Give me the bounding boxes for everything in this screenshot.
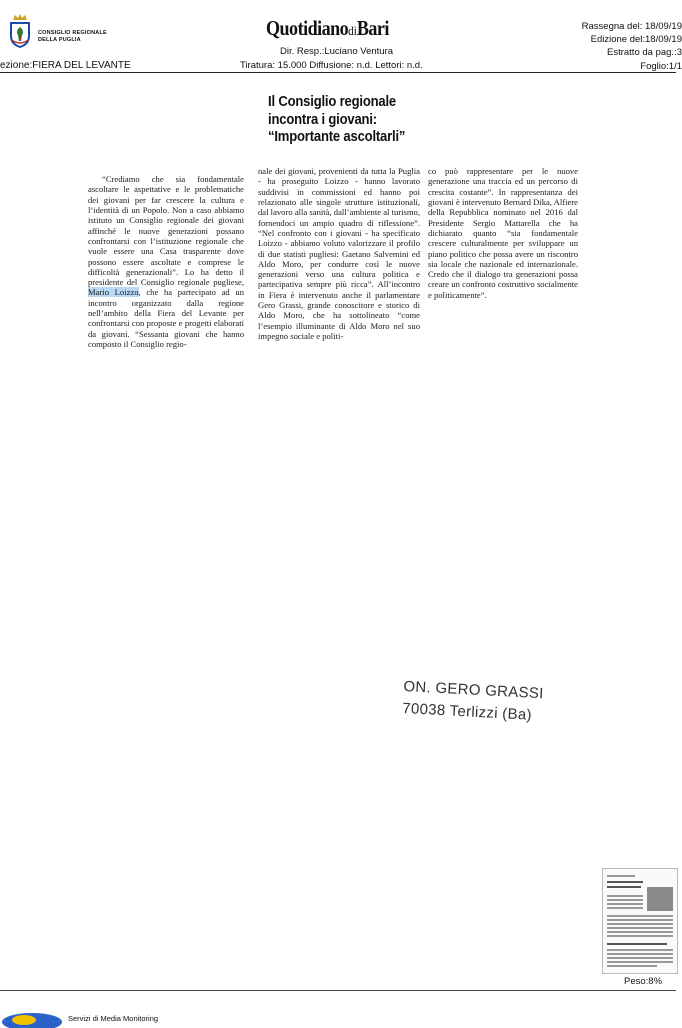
article-column-2: nale dei giovani, provenienti da tutta la Puglia - ha proseguito Loizzo - hanno lavorato suddivisi in commissioni ed hanno poi relazionato alle singole strutture istituzionali, dal lavoro alla sanità, dall’ambiente al turismo, fornendoci un ampio quadro di riflessione”. “Nel confronto con i giovani - ha specificato Loizzo - abbiamo voluto valorizzare il profilo di due statisti pugliesi: Gaetano Salvemini ed Aldo Moro, per condurre così le nuove generazioni verso una cultura politica e partecipativa sempre più ricca”. All’incontro in Fiera è intervenuto anche il parlamentare Gero Grassi, grande conoscitore e storico di Aldo Moro, che ha sottolineato “come l’esempio illuminante di Aldo Moro nel suo impegno sociale e politi-	[258, 166, 420, 341]
highlighted-name: Mario Loizzo	[88, 287, 139, 298]
thumbnail-line	[607, 931, 673, 933]
media-monitoring-logo-icon	[4, 1008, 60, 1028]
thumbnail-line	[607, 903, 643, 905]
editor-in-chief: Dir. Resp.:Luciano Ventura	[280, 46, 394, 57]
thumbnail-line	[607, 961, 673, 963]
article-headline: Il Consiglio regionale incontra i giovani: “Importante ascoltarli”	[268, 94, 406, 145]
page-thumbnail	[602, 868, 678, 974]
rassegna-date: Rassegna del: 18/09/19	[581, 21, 682, 32]
sheet-count: Foglio:1/1	[640, 60, 682, 72]
thumbnail-line	[607, 935, 673, 937]
thumbnail-line	[607, 949, 673, 951]
clipping-metadata	[582, 20, 682, 73]
footer-divider	[0, 990, 676, 991]
weight-percentage: Peso:8%	[624, 976, 663, 987]
article-column-3: co può rappresentare per le nuove generazione una traccia ed un percorso di crescita costante”. In rappresentanza dei giovani è intervenuto Bernard Dika, Alfiere della Repubblica nominato nel 2016 dal Presidente Sergio Mattarella che ha dichiarato quanto “sia fondamentale crescere culturalmente per sviluppare un piano politico che possa avere un riscontro sia locale che nazionale ed internazionale. Credo che il dialogo tra generazioni possa creare un confronto costruttivo socialmente e politicamente”.	[428, 166, 578, 300]
footer-service-text: Servizi di Media Monitoring	[68, 1014, 159, 1023]
thumbnail-line	[607, 907, 643, 909]
extract-page: Estratto da pag.:3	[607, 47, 682, 59]
thumbnail-line	[607, 899, 643, 901]
address-stamp: ON. GERO GRASSI 70038 Terlizzi (Ba)	[401, 677, 545, 724]
thumbnail-line	[607, 953, 673, 955]
thumbnail-line	[607, 923, 673, 925]
edition-date: Edizione del:18/09/19	[590, 34, 682, 46]
thumbnail-line	[607, 895, 643, 897]
thumbnail-line	[607, 943, 667, 945]
section-label: ezione:FIERA DEL LEVANTE	[0, 60, 131, 71]
thumbnail-line	[607, 881, 643, 883]
header-divider	[0, 72, 676, 73]
newspaper-masthead: QuotidianodiBari	[266, 16, 389, 40]
circulation-info: Tiratura: 15.000 Diffusione: n.d. Lettori: n.d.	[240, 60, 423, 71]
thumbnail-line	[607, 886, 641, 888]
regional-council-emblem-icon	[8, 14, 32, 48]
thumbnail-line	[607, 875, 635, 877]
thumbnail-line	[607, 919, 673, 921]
thumbnail-line	[607, 927, 673, 929]
thumbnail-line	[607, 957, 673, 959]
article-column-1: “Crediamo che sia fondamentale ascoltare le aspettative e le problematiche dei giovani per far crescere la cultura e l’identità di un Popolo. Non a caso abbiamo istituto un Consiglio regionale dei giovani affinché le nuove generazioni possano confrontarsi con l’istituzione regionale che vuole essere una Casa trasparente dove possono essere ascoltate e comprese le difficoltà generazionali”. Lo ha detto il presidente del Consiglio regionale pugliese, Mario Loizzo, che ha partecipato ad un incontro organizzato dalla regione nell’ambito della Fiera del Levante per confrontarsi con proposte e progetti elaborati da giovani. “Sessanta giovani che hanno composto il Consiglio regio-	[88, 174, 244, 349]
regional-council-logo-text: CONSIGLIO REGIONALE DELLA PUGLIA	[38, 30, 107, 43]
thumbnail-line	[607, 915, 673, 917]
thumbnail-line	[607, 965, 657, 967]
thumbnail-photo	[647, 887, 673, 911]
